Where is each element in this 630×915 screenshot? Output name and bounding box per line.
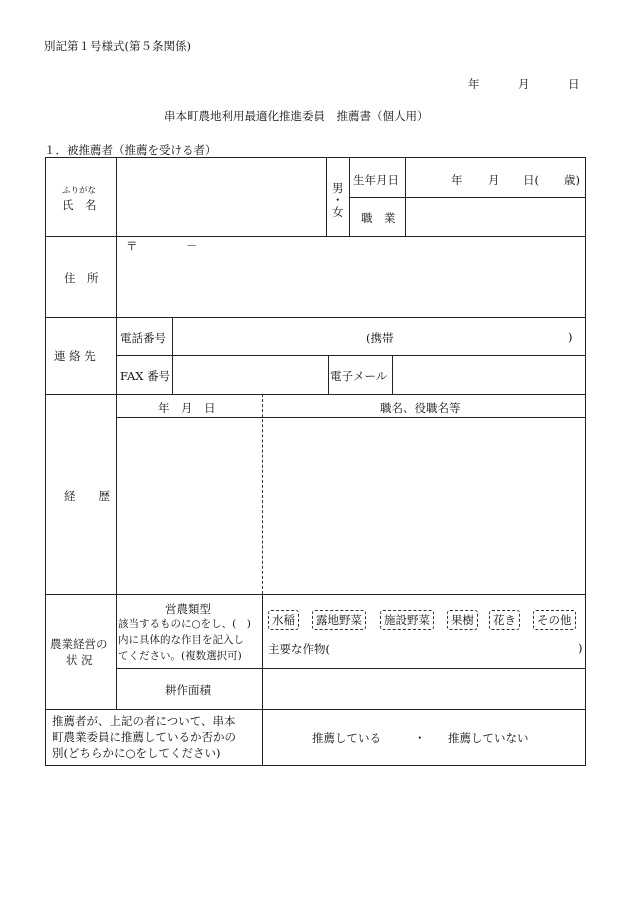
crop-tag-greenhouse-vegetables[interactable]: 施設野菜 [380, 610, 434, 630]
crop-tag-flowers[interactable]: 花き [489, 610, 520, 630]
date-month-label: 月 [518, 77, 530, 91]
phone-label: 電話番号 [120, 331, 166, 345]
cultivated-area-input[interactable] [266, 672, 582, 705]
recommender-question-2: 町農業委員に推薦しているか否かの [52, 730, 236, 744]
recommend-yes-option[interactable]: 推薦している [312, 731, 381, 745]
farming-status-label-2: 状 況 [66, 653, 93, 667]
crop-tag-fruit-trees[interactable]: 果樹 [447, 610, 478, 630]
birth-month-label: 月 [488, 173, 500, 187]
career-title-header: 職名、役職名等 [380, 401, 461, 415]
mobile-close: ) [568, 330, 573, 344]
occupation-label: 職 業 [361, 211, 396, 225]
form-number: 別記第１号様式(第５条関係) [44, 39, 191, 53]
postal-dash: － [186, 239, 198, 253]
date-year-label: 年 [468, 77, 480, 91]
postal-mark: 〒 [126, 239, 138, 253]
career-date-header: 年 月 日 [158, 401, 216, 415]
farming-type-instruction-2: 内に具体的な作目を記入し [118, 634, 244, 646]
furigana-label: ふりがな [62, 186, 97, 196]
address-input[interactable] [120, 255, 582, 313]
main-crops-input[interactable] [340, 638, 572, 658]
career-label: 経 歴 [64, 489, 110, 503]
name-label: 氏 名 [62, 198, 97, 212]
farming-type-instruction-3: てください。(複数選択可) [118, 650, 242, 662]
gender-male[interactable]: 男 [332, 181, 344, 195]
farming-status-label: 農業経営の [50, 637, 108, 651]
gender-female[interactable]: 女 [332, 205, 344, 219]
fax-label: FAX 番号 [120, 369, 171, 383]
recommender-question-1: 推薦者が、上記の者について、串本 [52, 714, 236, 728]
section-heading: １．被推薦者（推薦を受ける者） [44, 143, 217, 157]
birth-year-label: 年 [451, 173, 463, 187]
page-title: 串本町農地利用最適化推進委員 推薦書（個人用） [164, 109, 429, 123]
phone-input[interactable] [176, 321, 356, 351]
recommender-question-3: 別(どちらかに○をしてください) [52, 746, 221, 760]
main-crops-close: ) [578, 641, 583, 655]
crop-tag-other[interactable]: その他 [533, 610, 576, 630]
address-label: 住 所 [64, 271, 99, 285]
farming-type-title: 営農類型 [165, 602, 211, 616]
email-label: 電子メール [330, 369, 388, 383]
email-input[interactable] [396, 358, 582, 390]
mobile-label: (携帯 [366, 331, 394, 345]
date-day-label: 日 [568, 77, 580, 91]
birth-day-label: 日( [523, 173, 539, 187]
main-crops-label: 主要な作物( [268, 642, 330, 656]
birth-age-label: 歳) [564, 173, 580, 187]
gender-dot: ・ [332, 193, 344, 207]
career-date-input[interactable] [120, 421, 258, 590]
recommend-separator: ・ [414, 731, 426, 745]
birthdate-label: 生年月日 [353, 173, 399, 187]
crop-tag-rice[interactable]: 水稲 [268, 610, 299, 630]
farming-type-instruction-1: 該当するものに○をし、( ) [118, 618, 251, 630]
contact-label: 連 絡 先 [54, 349, 96, 363]
recommend-no-option[interactable]: 推薦していない [448, 731, 529, 745]
name-input[interactable] [120, 162, 322, 232]
career-title-input[interactable] [266, 421, 582, 590]
cultivated-area-label: 耕作面積 [165, 683, 211, 697]
occupation-input[interactable] [408, 200, 583, 233]
crop-tag-open-field-vegetables[interactable]: 露地野菜 [312, 610, 366, 630]
fax-input[interactable] [176, 358, 324, 390]
